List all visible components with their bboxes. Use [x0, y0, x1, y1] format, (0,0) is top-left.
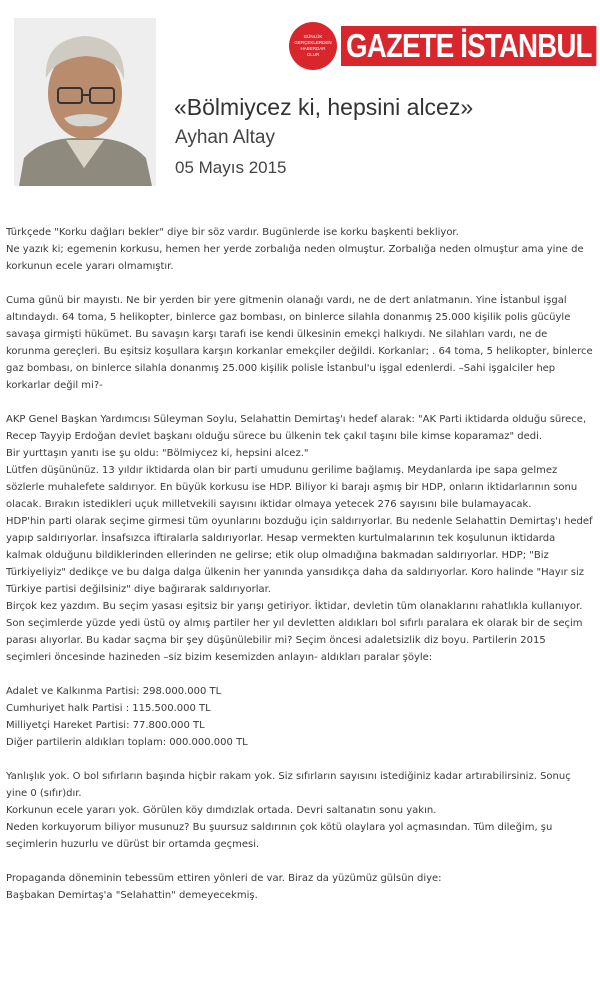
seal-line: OLUR	[306, 52, 320, 57]
article-paragraph: Milliyetçi Hareket Partisi: 77.800.000 TL	[6, 720, 205, 731]
gazete-istanbul-logo[interactable]	[289, 22, 592, 72]
article-paragraph: Türkçede "Korku dağları bekler" diye bir söz vardır. Bugünlerde ise korku başkenti bekliyor.	[6, 227, 459, 238]
paragraph-spacer	[6, 751, 594, 768]
article-paragraph: Başbakan Demirtaş'a "Selahattin" demeyecekmiş.	[6, 890, 258, 901]
author-name[interactable]: Ayhan Altay	[175, 127, 276, 148]
article-paragraph: Adalet ve Kalkınma Partisi: 298.000.000 TL	[6, 686, 222, 697]
logo-wordmark: GAZETE İSTANBUL	[341, 26, 597, 66]
paragraph-spacer	[6, 275, 594, 292]
paragraph-spacer	[6, 666, 594, 683]
article-body	[6, 224, 594, 904]
article-paragraph: Cumhuriyet halk Partisi : 115.500.000 TL	[6, 703, 211, 714]
article-paragraph: Birçok kez yazdım. Bu seçim yasası eşitsiz bir yarışı getiriyor. İktidar, devletin tüm olanaklarını rahatlıkla kullanıyor. Son seçimlerde yüzde yedi üstü oy almış partiler her yıl devletten aldıkları bol sıfırlı paralara ek olarak bir de seçim parası alıyorlar. Bu kadar saçma bir şey düşünülebilir mi? Seçim öncesi adaletsizlik diz boyu. Partilerin 2015 seçimleri öncesinde hazineden –siz bizim kesemizden anlayın- aldıkları paralar şöyle:	[6, 601, 583, 663]
article-date: 05 Mayıs 2015	[175, 158, 287, 177]
seal-line: GERÇEKLERDEN	[294, 40, 332, 45]
article-paragraph: Propaganda döneminin tebessüm ettiren yönleri de var. Biraz da yüzümüz gülsün diye:	[6, 873, 442, 884]
article-paragraph: Bir yurttaşın yanıtı ise şu oldu: "Bölmiycez ki, hepsini alcez."	[6, 448, 309, 459]
article-paragraph: Neden korkuyorum biliyor musunuz? Bu şuursuz saldırının çok kötü olaylara yol açmasından. Tüm dileğim, şu seçimlerin huzurlu ve dürüst bir ortamda geçmesi.	[6, 822, 553, 850]
article-paragraph: Yanlışlık yok. O bol sıfırların başında hiçbir rakam yok. Siz sıfırların sayısını istediğiniz kadar artırabilirsiniz. Sonuç yine 0 (sıfır)dır.	[6, 771, 571, 799]
paragraph-spacer	[6, 394, 594, 411]
article-paragraph: Korkunun ecele yararı yok. Görülen köy dımdızlak ortada. Devri saltanatın sonu yakın.	[6, 805, 437, 816]
article-paragraph: Ne yazık ki; egemenin korkusu, hemen her yerde zorbalığa neden olmuştur. Zorbalığa neden olmuştur ama yine de korkunun ecele yararı olmamıştır.	[6, 244, 584, 272]
author-photo	[14, 18, 156, 186]
author-portrait-image	[14, 18, 156, 186]
article-paragraph: AKP Genel Başkan Yardımcısı Süleyman Soylu, Selahattin Demirtaş'ı hedef alarak: "AK Parti iktidarda olduğu sürece, Recep Tayyip Erdoğan devlet başkanı olduğu sürece bu ülkenin tek çakıl taşını bile kimse koparamaz" dedi.	[6, 414, 587, 442]
article-headline: «Bölmiycez ki, hepsini alcez»	[174, 94, 474, 120]
article-paragraph: Diğer partilerin aldıkları toplam: 000.000.000 TL	[6, 737, 248, 748]
article-paragraph: HDP'hin parti olarak seçime girmesi tüm oyunlarını bozduğu için saldırıyorlar. Bu nedenle Selahattin Demirtaş'ı hedef yapıp saldırıyorlar. İnsafsızca iftiralarla saldırıyorlar. Hesap vermekten kurtulmalarının tek koşulunun iktidarda kalmak olduğunu bildiklerinden ellerinden ne gelirse; etik olup olmadığına bakmadan saldırıyorlar. HDP; "Biz Türkiyeliyiz" dedikçe ve bu dalga dalga ülkenin her yanında yansıdıkça daha da saldırıyorlar. Koro halinde "Hayır siz Türkiye partisi değilsiniz" diye bağırarak saldırıyorlar.	[6, 516, 593, 595]
seal-line: GÜNLÜK	[303, 34, 323, 39]
masthead-seal	[289, 22, 337, 70]
article-paragraph: Cuma günü bir mayıstı. Ne bir yerden bir yere gitmenin olanağı vardı, ne de dert anlatmanın. Yine İstanbul işgal altındaydı. 64 toma, 5 helikopter, binlerce gaz bombası, on binlerce silahla donanmış 25.000 kişilik polis gücüyle savaşa girmişti hükümet. Bu savaşın karşı tarafı ise kendi ülkesinin emekçi halkıydı. Ne silahları vardı, ne de korunma gereçleri. Bu eşitsiz koşullara karşın korkanlar emekçiler değildi. Korkanlar; . 64 toma, 5 helikopter, binlerce gaz bombası, on binlerce silahla donanmış 25.000 kişilik polisle İstanbul'u işgal edenlerdi. –Sahi işgalciler hep korkarlar değil mi?-	[6, 295, 593, 391]
seal-line: HABERDAR	[300, 46, 326, 51]
article-paragraph: Lütfen düşününüz. 13 yıldır iktidarda olan bir parti umudunu gerilime bağlamış. Meydanlarda ipe sapa gelmez sözlerle muhalefete saldırıyor. En büyük korkusu ise HDP. Biliyor ki barajı aşmış bir HDP, onların iktidarlarının sonu olacak. Bırakın istedikleri uçuk milletvekili sayısını iktidar olmaya yetecek 276 sayısını bile bulamayacak.	[6, 465, 578, 510]
paragraph-spacer	[6, 853, 594, 870]
